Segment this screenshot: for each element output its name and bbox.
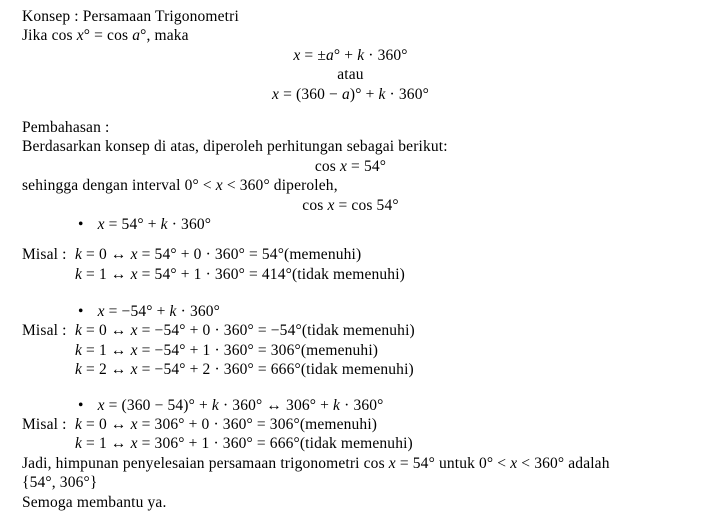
- math-var: k: [75, 246, 83, 264]
- misal-label: Misal :: [22, 416, 71, 434]
- math-var: x: [97, 215, 105, 233]
- bullet-case-3: [22, 396, 679, 415]
- text-run: cos: [314, 157, 340, 175]
- text-run: = 54° + 1 · 360° = 414°(tidak memenuhi): [137, 265, 405, 283]
- math-var: k: [75, 341, 83, 359]
- math-var: k: [378, 85, 386, 103]
- text-run: cos: [302, 196, 328, 214]
- text-run: · 360°: [364, 46, 408, 64]
- misal-2-k2: [22, 360, 679, 379]
- text-run: = 0 ↔: [82, 246, 131, 264]
- math-var: x: [130, 246, 138, 264]
- misal-3-k0: [22, 415, 679, 434]
- text-run: Pembahasan :: [22, 118, 110, 136]
- text-run: · 360°: [340, 396, 384, 414]
- text-run: = 306° + 1 · 360° = 666°(tidak memenuhi): [137, 435, 413, 453]
- line-answer-set: [22, 473, 679, 492]
- bullet-case-1: [22, 215, 679, 234]
- text-run: = 0 ↔: [82, 416, 131, 434]
- misal-2-k1: [22, 341, 679, 360]
- text-run: = 2 ↔: [82, 361, 131, 379]
- text-run: Berdasarkan konsep di atas, diperoleh perhitungan sebagai berikut:: [22, 138, 448, 156]
- line-sehingga-interval: [22, 176, 679, 195]
- math-var: x: [130, 435, 138, 453]
- misal-1-k0: [22, 245, 679, 264]
- eq-atau-label: [22, 65, 679, 84]
- math-var: a: [325, 46, 334, 64]
- section-gap: [22, 284, 679, 302]
- text-run: = cos 54°: [334, 196, 399, 214]
- text-run: °, maka: [140, 27, 189, 45]
- bullet-icon: •: [78, 303, 84, 321]
- eq-cos-x-54: [22, 157, 679, 176]
- misal-1-k1: [22, 265, 679, 284]
- text-run: Konsep : Persamaan Trigonometri: [22, 8, 239, 25]
- text-run: ° +: [333, 46, 358, 64]
- math-var: x: [130, 361, 138, 379]
- misal-3-k1: [22, 434, 679, 453]
- bullet-icon: •: [78, 396, 84, 414]
- text-run: < 360° adalah: [517, 454, 610, 472]
- text-run: {54°, 306°}: [22, 474, 98, 492]
- math-var: x: [293, 46, 301, 64]
- text-run: = −54° + 2 · 360° = 666°(tidak memenuhi): [137, 361, 414, 379]
- math-var: x: [130, 341, 138, 359]
- math-var: x: [510, 454, 518, 472]
- math-var: x: [130, 322, 138, 340]
- text-run: Jika cos: [22, 27, 77, 45]
- math-var: k: [75, 416, 83, 434]
- text-run: = 54° untuk 0° <: [395, 454, 511, 472]
- math-var: x: [215, 177, 223, 195]
- text-run: · 360°: [167, 215, 212, 233]
- eq-360-minus-a-formula: [22, 85, 679, 104]
- text-run: = (360 −: [279, 85, 342, 103]
- text-run: · 360° ↔ 306° +: [218, 396, 334, 414]
- math-var: x: [76, 27, 84, 45]
- math-var: x: [130, 416, 138, 434]
- misal-label: Misal :: [22, 246, 71, 264]
- text-run: = 54° +: [104, 215, 161, 233]
- math-var: k: [75, 322, 83, 340]
- text-run: atau: [337, 66, 364, 84]
- math-var: x: [97, 303, 105, 321]
- math-var: x: [97, 396, 105, 414]
- text-run: = 54°: [347, 157, 387, 175]
- text-run: )° +: [349, 85, 379, 103]
- text-run: = 54° + 0 · 360° = 54°(memenuhi): [137, 246, 362, 264]
- text-run: = 1 ↔: [82, 341, 131, 359]
- text-run: sehingga dengan interval 0° <: [22, 177, 216, 195]
- text-run: · 360°: [385, 85, 429, 103]
- line-berdasarkan: [22, 137, 679, 156]
- section-gap: [22, 234, 679, 245]
- misal-2-k0: [22, 321, 679, 340]
- text-run: = 1 ↔: [82, 265, 131, 283]
- text-run: < 360° diperoleh,: [222, 177, 338, 195]
- text-run: = −54° + 1 · 360° = 306°(memenuhi): [137, 341, 379, 359]
- math-var: x: [388, 454, 396, 472]
- math-var: a: [132, 27, 141, 45]
- math-var: x: [272, 85, 280, 103]
- text-run: · 360°: [176, 303, 220, 321]
- bullet-case-2: [22, 302, 679, 321]
- eq-plus-minus-formula: [22, 46, 679, 65]
- line-semoga-closing: [22, 493, 679, 512]
- line-jadi-conclusion: [22, 454, 679, 473]
- math-var: k: [75, 435, 83, 453]
- section-gap: [22, 104, 679, 118]
- text-run: ° = cos: [83, 27, 133, 45]
- text-run: = 306° + 0 · 360° = 306°(memenuhi): [137, 416, 378, 434]
- line-jika-intro: [22, 26, 679, 45]
- eq-cos-x-cos-54: [22, 196, 679, 215]
- line-konsep-title: [22, 7, 679, 26]
- math-var: x: [340, 157, 348, 175]
- math-var: k: [160, 215, 168, 233]
- text-run: = −54° +: [104, 303, 170, 321]
- text-run: = −54° + 0 · 360° = −54°(tidak memenuhi): [137, 322, 415, 340]
- math-var: k: [75, 265, 83, 283]
- math-var: x: [130, 265, 138, 283]
- text-run: = ±: [300, 46, 326, 64]
- line-pembahasan-heading: [22, 118, 679, 137]
- text-run: = 0 ↔: [82, 322, 131, 340]
- math-var: k: [357, 46, 365, 64]
- math-var: k: [211, 396, 219, 414]
- misal-label: Misal :: [22, 322, 71, 340]
- math-var: a: [341, 85, 350, 103]
- text-run: = (360 − 54)° +: [104, 396, 212, 414]
- math-var: k: [75, 361, 83, 379]
- text-run: Semoga membantu ya.: [22, 493, 167, 511]
- section-gap: [22, 380, 679, 396]
- text-run: = 1 ↔: [82, 435, 131, 453]
- math-var: k: [333, 396, 341, 414]
- math-var: k: [169, 303, 177, 321]
- bullet-icon: •: [78, 215, 84, 233]
- math-var: x: [327, 196, 335, 214]
- text-run: Jadi, himpunan penyelesaian persamaan trigonometri cos: [22, 454, 389, 472]
